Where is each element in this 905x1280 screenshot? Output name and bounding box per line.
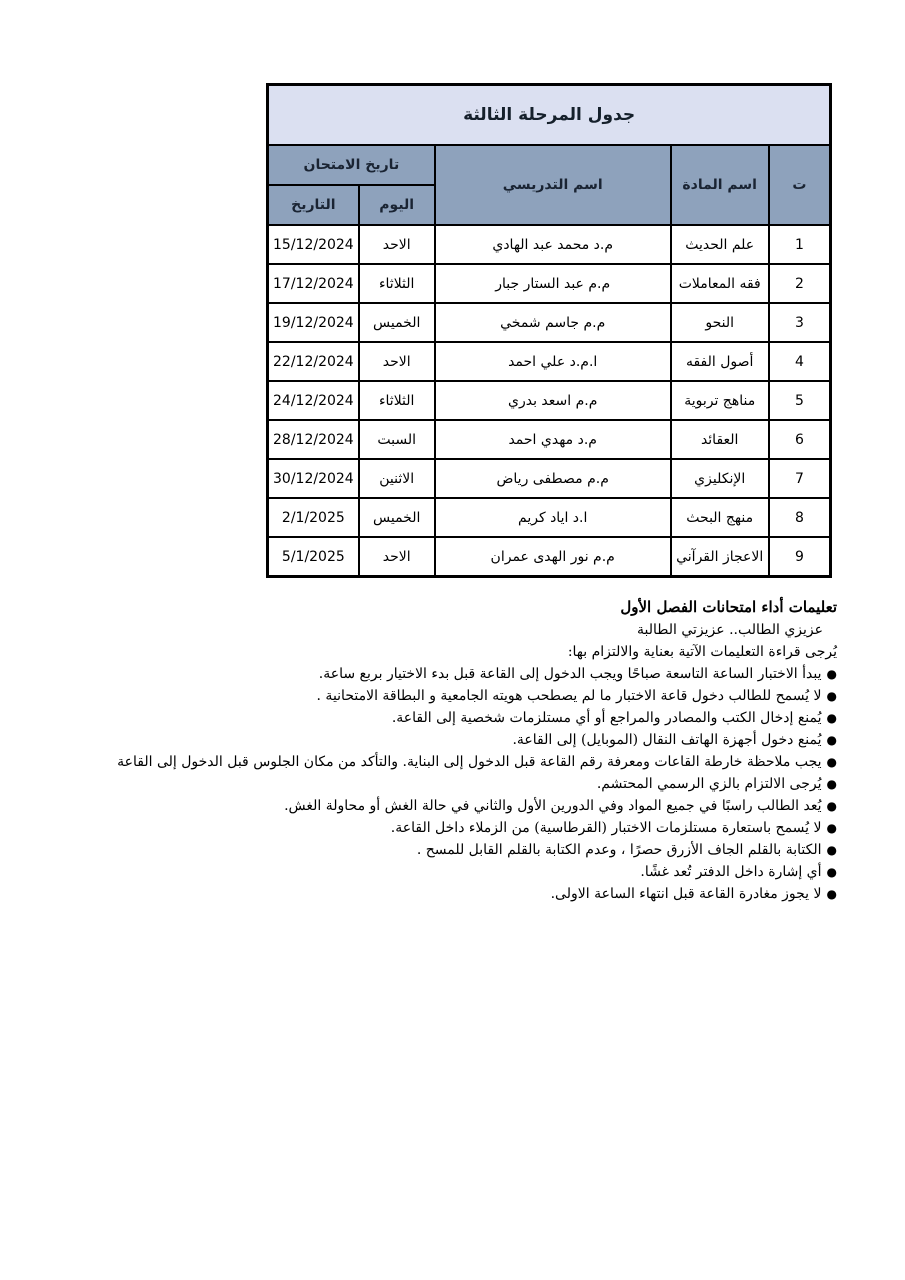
instruction-item (47, 861, 837, 883)
bullet-icon: ● (826, 733, 837, 747)
cell-date: 2/1/2025 (268, 498, 359, 537)
cell-no: 1 (769, 225, 831, 264)
cell-day: الاثنين (359, 459, 435, 498)
cell-day: الثلاثاء (359, 381, 435, 420)
table-title-row (268, 85, 831, 146)
cell-day: الخميس (359, 303, 435, 342)
cell-no: 8 (769, 498, 831, 537)
cell-subject: علم الحديث (671, 225, 769, 264)
cell-date: 17/12/2024 (268, 264, 359, 303)
instruction-item (47, 795, 837, 817)
cell-day: الاحد (359, 342, 435, 381)
table-row (268, 498, 831, 537)
cell-day: السبت (359, 420, 435, 459)
cell-no: 7 (769, 459, 831, 498)
cell-subject: فقه المعاملات (671, 264, 769, 303)
schedule-title: جدول المرحلة الثالثة (268, 85, 831, 146)
instruction-item (47, 883, 837, 905)
cell-date: 28/12/2024 (268, 420, 359, 459)
cell-instructor: م.م جاسم شمخي (435, 303, 671, 342)
instructions-heading: تعليمات أداء امتحانات الفصل الأول (620, 598, 837, 616)
instruction-text: لا يُسمح للطالب دخول قاعة الاختبار ما لم يصطحب هويته الجامعية و البطاقة الامتحانية . (316, 688, 822, 704)
bullet-icon: ● (826, 777, 837, 791)
table-row (268, 420, 831, 459)
instructions-greeting: عزيزي الطالب.. عزيزتي الطالبة (637, 622, 823, 638)
bullet-icon: ● (826, 689, 837, 703)
cell-day: الاحد (359, 225, 435, 264)
cell-date: 22/12/2024 (268, 342, 359, 381)
cell-instructor: م.م اسعد بدري (435, 381, 671, 420)
instruction-text: لا يُسمح باستعارة مستلزمات الاختبار (القرطاسية) من الزملاء داخل القاعة. (390, 820, 822, 836)
cell-instructor: ا.م.د علي احمد (435, 342, 671, 381)
cell-no: 2 (769, 264, 831, 303)
bullet-icon: ● (826, 755, 837, 769)
header-subject: اسم المادة (671, 145, 769, 225)
bullet-icon: ● (826, 667, 837, 681)
cell-no: 3 (769, 303, 831, 342)
cell-instructor: م.م نور الهدى عمران (435, 537, 671, 577)
bullet-icon: ● (826, 887, 837, 901)
cell-no: 5 (769, 381, 831, 420)
table-row (268, 459, 831, 498)
cell-date: 5/1/2025 (268, 537, 359, 577)
table-row (268, 303, 831, 342)
cell-date: 15/12/2024 (268, 225, 359, 264)
cell-instructor: م.د محمد عبد الهادي (435, 225, 671, 264)
table-row (268, 342, 831, 381)
cell-instructor: م.م مصطفى رياض (435, 459, 671, 498)
cell-instructor: م.م عبد الستار جبار (435, 264, 671, 303)
table-row (268, 225, 831, 264)
bullet-icon: ● (826, 865, 837, 879)
cell-day: الاحد (359, 537, 435, 577)
instruction-text: لا يجوز مغادرة القاعة قبل انتهاء الساعة الاولى. (550, 886, 822, 902)
cell-subject: النحو (671, 303, 769, 342)
table-row (268, 537, 831, 577)
header-instructor: اسم التدريسي (435, 145, 671, 225)
cell-no: 4 (769, 342, 831, 381)
header-date: التاريخ (268, 185, 359, 225)
header-exam-date-group: تاريخ الامتحان (268, 145, 435, 185)
cell-no: 9 (769, 537, 831, 577)
instruction-item (47, 663, 837, 685)
instruction-item (47, 773, 837, 795)
cell-no: 6 (769, 420, 831, 459)
header-no: ت (769, 145, 831, 225)
instruction-item (47, 707, 837, 729)
instruction-text: يجب ملاحظة خارطة القاعات ومعرفة رقم القاعة قبل الدخول إلى البناية. والتأكد من مكان الجلوس قبل الدخول إلى القاعة (117, 754, 822, 770)
instruction-text: يُعد الطالب راسبًا في جميع المواد وفي الدورين الأول والثاني في حالة الغش أو محاولة الغش. (284, 798, 822, 814)
cell-subject: مناهج تربوية (671, 381, 769, 420)
table-row (268, 381, 831, 420)
instruction-item (47, 817, 837, 839)
instruction-item (47, 839, 837, 861)
cell-day: الثلاثاء (359, 264, 435, 303)
table-row (268, 264, 831, 303)
cell-date: 19/12/2024 (268, 303, 359, 342)
cell-subject: الإنكليزي (671, 459, 769, 498)
exam-instructions-section (47, 596, 837, 905)
cell-day: الخميس (359, 498, 435, 537)
instruction-text: يُرجى الالتزام بالزي الرسمي المحتشم. (596, 776, 822, 792)
instruction-item (47, 751, 837, 773)
bullet-icon: ● (826, 843, 837, 857)
instruction-text: الكتابة بالقلم الجاف الأزرق حصرًا ، وعدم الكتابة بالقلم القابل للمسح . (416, 842, 822, 858)
instruction-text: أي إشارة داخل الدفتر تُعد غشًا. (640, 864, 822, 880)
instructions-intro: يُرجى قراءة التعليمات الآتية بعناية والالتزام بها: (567, 644, 837, 660)
cell-subject: أصول الفقه (671, 342, 769, 381)
instruction-text: يُمنع إدخال الكتب والمصادر والمراجع أو أي مستلزمات شخصية إلى القاعة. (391, 710, 822, 726)
instruction-item (47, 685, 837, 707)
bullet-icon: ● (826, 799, 837, 813)
cell-subject: الاعجاز القرآني (671, 537, 769, 577)
bullet-icon: ● (826, 711, 837, 725)
cell-instructor: م.د مهدي احمد (435, 420, 671, 459)
bullet-icon: ● (826, 821, 837, 835)
instruction-item (47, 729, 837, 751)
cell-subject: منهج البحث (671, 498, 769, 537)
header-day: اليوم (359, 185, 435, 225)
cell-instructor: ا.د اياد كريم (435, 498, 671, 537)
exam-schedule-table (266, 83, 832, 578)
cell-date: 30/12/2024 (268, 459, 359, 498)
cell-date: 24/12/2024 (268, 381, 359, 420)
instruction-text: يُمنع دخول أجهزة الهاتف النقال (الموبايل) إلى القاعة. (512, 732, 822, 748)
instruction-text: يبدأ الاختبار الساعة التاسعة صباحًا ويجب الدخول إلى القاعة قبل بدء الاختيار بربع ساعة. (318, 666, 822, 682)
cell-subject: العقائد (671, 420, 769, 459)
table-header-row-group (268, 145, 831, 185)
